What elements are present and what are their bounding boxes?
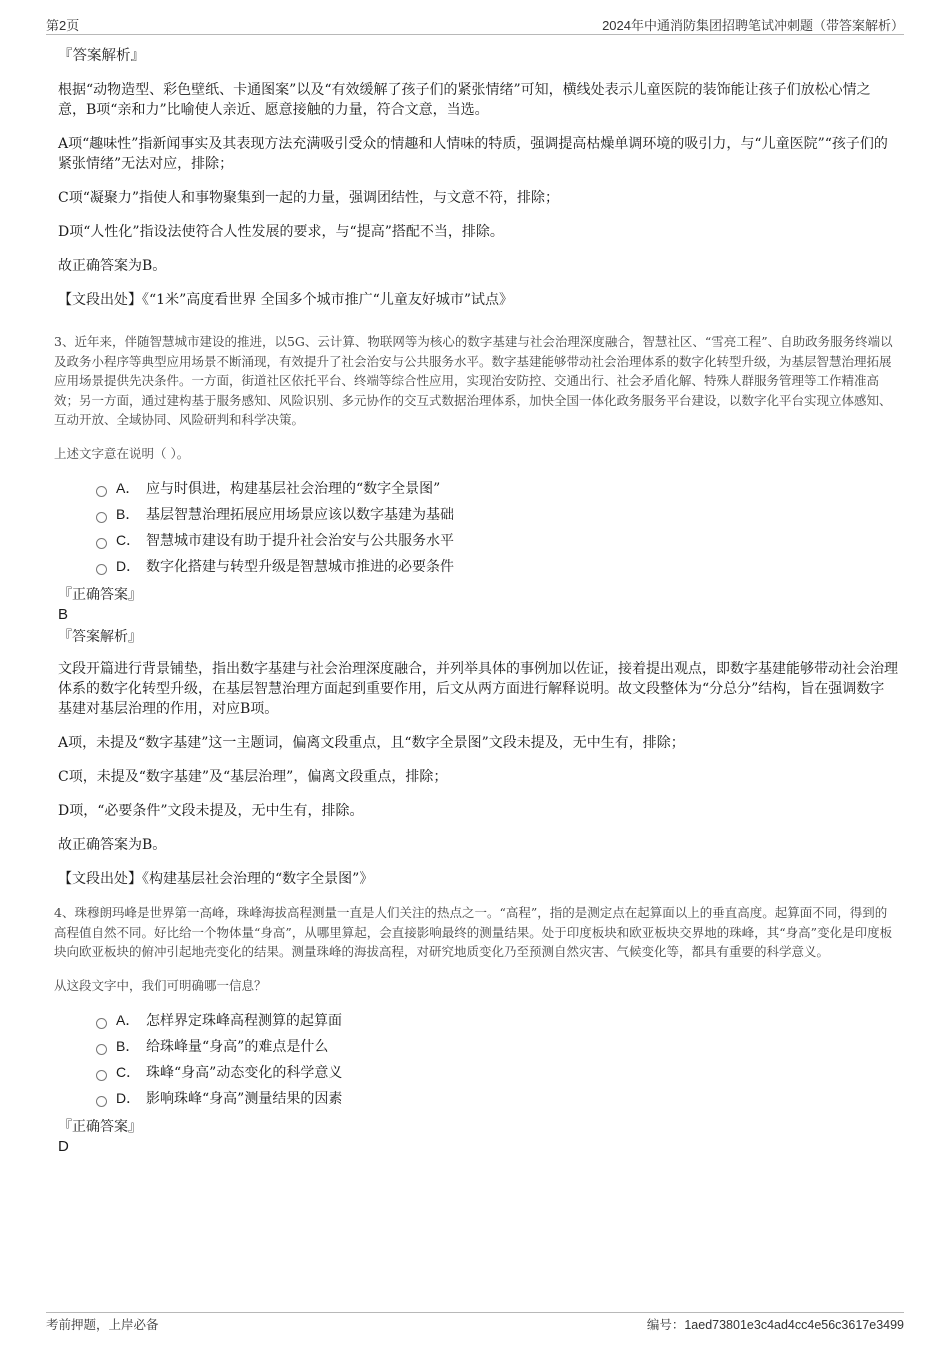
document-title: 2024年中通消防集团招聘笔试冲刺题（带答案解析） <box>602 18 904 33</box>
q3-stem: 3、近年来，伴随智慧城市建设的推进，以5G、云计算、物联网等为核心的数字基建与社会治理深度融合，智慧社区、“雪亮工程”、自助政务服务终端以及政务小程序等典型应用场景不断涌现，有效提升了社会治安与公共服务水平。数字基建能够带动社会治理体系的数字化转型升级，为基层智慧治理拓展应用场景提供先决条件。一方面，街道社区依托平台、终端等综合性应用，实现治安防控、交通出行、社会矛盾化解、特殊人群服务管理等工作精准高效；另一方面，通过建构基于服务感知、风险识别、多元协作的交互式数据治理体系，加快全国一体化政务服务平台建设，以数字化平台实现立体感知、互动开放、全域协同、风险研判和科学决策。 <box>54 334 893 427</box>
code-label: 编号： <box>646 1317 685 1332</box>
q3-analysis-label: 『答案解析』 <box>58 629 142 645</box>
q2-analysis-option-d: D项“人性化”指设法使符合人性发展的要求，与“提高”搭配不当，排除。 <box>58 224 504 240</box>
radio-icon[interactable] <box>96 1018 107 1029</box>
q3-option-b[interactable]: B． 基层智慧治理拓展应用场景应该以数字基建为基础 <box>96 501 898 527</box>
q4-options <box>96 1007 898 1111</box>
q3-option-c[interactable]: C． 智慧城市建设有助于提升社会治安与公共服务水平 <box>96 527 898 553</box>
q4-question: 从这段文字中，我们可明确哪一信息？ <box>54 977 267 993</box>
q3-analysis-option-c: C项，未提及“数字基建”及“基层治理”，偏离文段重点，排除； <box>58 769 448 785</box>
q4-option-d[interactable]: D． 影响珠峰“身高”测量结果的因素 <box>96 1085 898 1111</box>
q3-analysis-option-a: A项，未提及“数字基建”这一主题词，偏离文段重点，且“数字全景图”文段未提及，无中生有，排除； <box>58 735 685 751</box>
q4-answer-label: 『正确答案』 <box>58 1119 142 1135</box>
code-value: 1aed73801e3c4ad4cc4e56c3617e3499 <box>684 1318 904 1332</box>
q2-conclusion: 故正确答案为B。 <box>58 258 167 274</box>
footer-slogan: 考前押题，上岸必备 <box>46 1317 159 1332</box>
q3-question: 上述文字意在说明（ ）。 <box>54 445 190 461</box>
radio-icon[interactable] <box>96 538 107 549</box>
q3-option-d[interactable]: D． 数字化搭建与转型升级是智慧城市推进的必要条件 <box>96 553 898 579</box>
page-footer <box>46 1312 904 1333</box>
q3-conclusion: 故正确答案为B。 <box>58 837 167 853</box>
radio-icon[interactable] <box>96 1070 107 1081</box>
q4-stem: 4、珠穆朗玛峰是世界第一高峰，珠峰海拔高程测量一直是人们关注的热点之一。“高程”，指的是测定点在起算面以上的垂直高度。起算面不同，得到的高程值自然不同。好比给一个物体量“身高”，从哪里算起，会直接影响最终的测量结果。处于印度板块和欧亚板块交界地的珠峰，其“身高”变化是印度板块向欧亚板块的俯冲引起地壳变化的结果。测量珠峰的海拔高程，对研究地质变化乃至预测自然灾害、气候变化等，都具有重要的科学意义。 <box>54 905 893 959</box>
q3-analysis-paragraph: 文段开篇进行背景铺垫，指出数字基建与社会治理深度融合，并列举具体的事例加以佐证，接着提出观点，即数字基建能够带动社会治理体系的数字化转型升级，在基层智慧治理方面起到重要作用，后文从两方面进行解释说明。故文段整体为“分总分”结构，旨在强调数字基建对基层治理的作用，对应B项。 <box>58 661 898 717</box>
radio-icon[interactable] <box>96 486 107 497</box>
q2-source: 【文段出处】《“1米”高度看世界 全国多个城市推广“儿童友好城市”试点》 <box>58 292 513 308</box>
q3-options <box>96 475 898 579</box>
q2-analysis-option-c: C项“凝聚力”指使人和事物聚集到一起的力量，强调团结性，与文意不符，排除； <box>58 190 560 206</box>
q3-source: 【文段出处】《构建基层社会治理的“数字全景图”》 <box>58 871 374 887</box>
page-number: 第2页 <box>46 18 80 33</box>
q2-analysis-option-a: A项“趣味性”指新闻事实及其表现方法充满吸引受众的情趣和人情味的特质，强调提高枯燥单调环境的吸引力，与“儿童医院”“孩子们的紧张情绪”无法对应，排除； <box>58 136 888 172</box>
q3-answer: B <box>58 606 69 623</box>
q4-option-b[interactable]: B． 给珠峰量“身高”的难点是什么 <box>96 1033 898 1059</box>
q3-option-a[interactable]: A． 应与时俱进，构建基层社会治理的“数字全景图” <box>96 475 898 501</box>
page-content <box>54 46 898 1157</box>
q2-analysis-paragraph: 根据“动物造型、彩色壁纸、卡通图案”以及“有效缓解了孩子们的紧张情绪”可知，横线处表示儿童医院的装饰能让孩子们放松心情之意，B项“亲和力”比喻使人亲近、愿意接触的力量，符合文意，当选。 <box>58 82 871 118</box>
page-header <box>46 14 904 35</box>
radio-icon[interactable] <box>96 1096 107 1107</box>
document-code <box>647 1315 904 1333</box>
q4-option-a[interactable]: A． 怎样界定珠峰高程测算的起算面 <box>96 1007 898 1033</box>
radio-icon[interactable] <box>96 512 107 523</box>
q4-answer: D <box>58 1138 69 1155</box>
q3-analysis-option-d: D项，“必要条件”文段未提及，无中生有，排除。 <box>58 803 364 819</box>
q2-analysis-label: 『答案解析』 <box>58 48 145 64</box>
q4-option-c[interactable]: C． 珠峰“身高”动态变化的科学意义 <box>96 1059 898 1085</box>
radio-icon[interactable] <box>96 1044 107 1055</box>
q3-answer-label: 『正确答案』 <box>58 587 142 603</box>
radio-icon[interactable] <box>96 564 107 575</box>
